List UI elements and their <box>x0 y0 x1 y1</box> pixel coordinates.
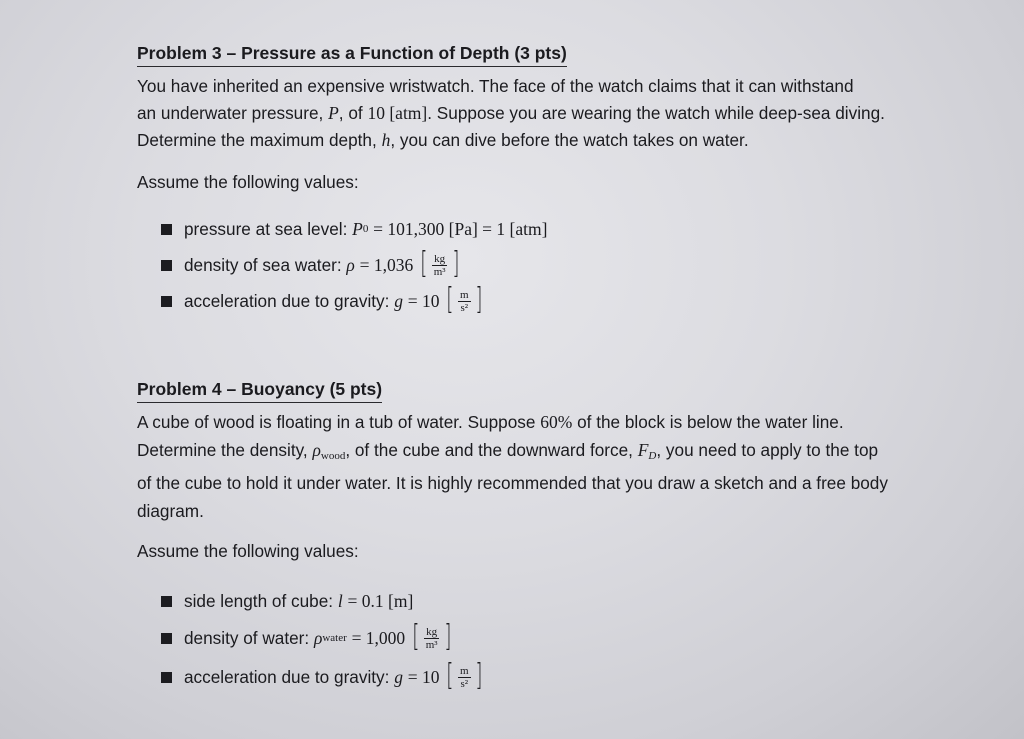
problem-4-line-2: Determine the density, $\rho_{wood}$, of the cube and the downward force, $F_D$, you need to apply to the top <box>137 439 879 462</box>
problem-4-section <box>137 378 957 563</box>
problem-3-section <box>137 42 957 194</box>
problem-4-values-list <box>137 584 957 697</box>
bullet-square-icon <box>161 260 172 271</box>
problem-4-line-1: A cube of wood is floating in a tub of water. Suppose 60% of the block is below the water line. <box>137 412 844 432</box>
list-item: side length of cube: l = 0.1 [m] <box>137 584 957 619</box>
bullet-square-icon <box>161 296 172 307</box>
bullet-square-icon <box>161 224 172 235</box>
unit-bracket: [ $\frac{m}{\text{s²}}$ ] <box>446 281 482 317</box>
problem-3-assume: Assume the following values: <box>137 172 359 192</box>
bullet-square-icon <box>161 596 172 607</box>
var-p: P <box>328 103 339 123</box>
list-item: density of water: ρ water = 1,000 [ $\frac{kg}{\text{m³}}$ ] <box>137 619 957 657</box>
var-h: h <box>381 130 391 150</box>
problem-3-line-3: Determine the maximum depth, h, you can dive before the watch takes on water. <box>137 130 749 150</box>
problem-4-line-3: of the cube to hold it under water. It is highly recommended that you draw a sketch and a free body <box>137 473 888 493</box>
list-item: acceleration due to gravity: g = 10 [ $\frac{m}{\text{s²}}$ ] <box>137 283 957 319</box>
problem-3-values-list <box>137 211 957 319</box>
problem-4-assume: Assume the following values: <box>137 541 359 561</box>
problem-4-title: Problem 4 – Buoyancy (5 pts) <box>137 378 382 403</box>
list-item: pressure at sea level: P 0 = 101,300 [Pa] = 1 [atm] <box>137 211 957 247</box>
bullet-square-icon <box>161 633 172 644</box>
list-item: acceleration due to gravity: g = 10 [ $\frac{m}{\text{s²}}$ ] <box>137 657 957 697</box>
unit-bracket: [ $\frac{kg}{\text{m³}}$ ] <box>420 245 459 281</box>
unit-bracket: [ $\frac{kg}{\text{m³}}$ ] <box>412 618 451 654</box>
problem-3-line-1: You have inherited an expensive wristwatch. The face of the watch claims that it can withstand <box>137 76 854 96</box>
problem-3-description <box>137 73 957 154</box>
list-item: density of sea water: ρ = 1,036 [ $\frac{kg}{\text{m³}}$ ] <box>137 247 957 283</box>
unit-bracket: [ $\frac{m}{\text{s²}}$ ] <box>446 657 482 693</box>
problem-4-line-4: diagram. <box>137 500 204 521</box>
bullet-square-icon <box>161 672 172 683</box>
problem-3-line-2: an underwater pressure, P, of 10 [atm]. Suppose you are wearing the watch while deep-sea diving. <box>137 103 885 123</box>
problem-4-description <box>137 409 957 525</box>
problem-3-title: Problem 3 – Pressure as a Function of Depth (3 pts) <box>137 42 567 67</box>
pressure-rating: 10 [atm] <box>367 103 428 123</box>
